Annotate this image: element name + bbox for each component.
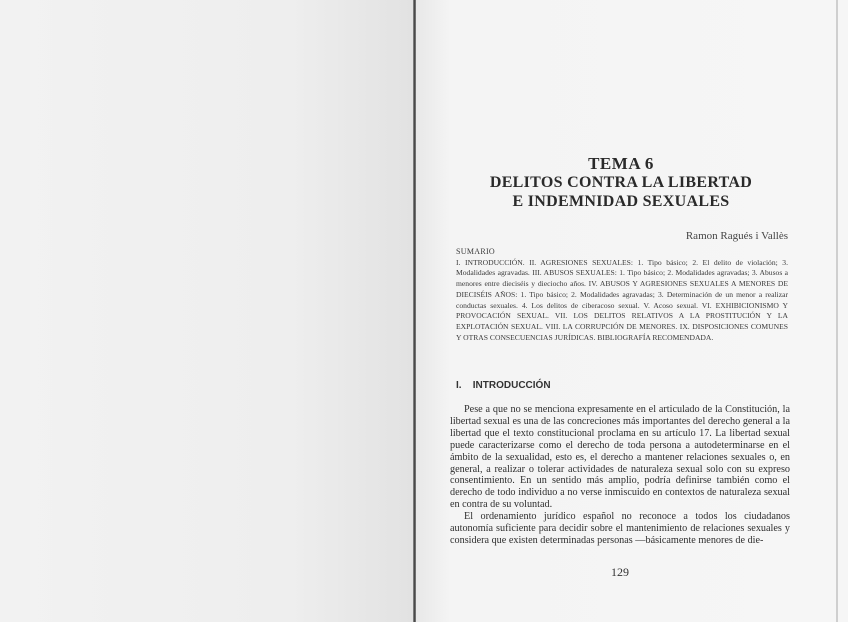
summary-label: SUMARIO: [456, 247, 495, 256]
chapter-heading: [456, 154, 786, 211]
summary-text: I. INTRODUCCIÓN. II. AGRESIONES SEXUALES: 1. Tipo básico; 2. El delito de violación; 3. Modalidades agravadas. III. ABUSOS SEXUALES: 1. Tipo básico; 2. Modalidades agravadas; 3. Abusos a menores entre dieciséis y dieciocho años. IV. ABUSOS Y AGRESIONES SEXUALES A MENORES DE DIECISÉIS AÑOS: 1. Tipo básico; 2. Modalidades agravadas; 3. Determinación de un menor a realizar conductas sexuales. 4. Los delitos de ciberacoso sexual. V. Acoso sexual. VI. EXHIBICIONISMO Y PROVOCACIÓN SEXUAL. VII. LOS DELITOS RELATIVOS A LA PROSTITUCIÓN Y LA EXPLOTACIÓN SEXUAL. VIII. LA CORRUPCIÓN DE MENORES. IX. DISPOSICIONES COMUNES Y OTRAS CONSECUENCIAS JURÍDICAS. BIBLIOGRAFÍA RECOMENDADA.: [456, 257, 788, 342]
chapter-summary: [456, 247, 788, 343]
chapter-title-line-1: DELITOS CONTRA LA LIBERTAD: [489, 174, 753, 191]
section-title: INTRODUCCIÓN: [472, 380, 551, 391]
body-text: [450, 404, 790, 547]
left-page-blank: [0, 0, 414, 622]
section-heading: [456, 380, 756, 391]
paragraph: El ordenamiento jurídico español no reconoce a todos los ciudadanos autonomía suficiente para decidir sobre el mantenimiento de relaciones sexuales y considera que existen determinadas personas —básicamente menores de die-: [450, 511, 790, 546]
page-edge: [836, 0, 838, 622]
page-number: 129: [611, 565, 629, 579]
paragraph: Pese a que no se menciona expresamente en el articulado de la Constitución, la libertad sexual es una de las concreciones más importantes del derecho general a la libertad que el texto constitucional proclama en su artículo 17. La libertad sexual puede caracterizarse como el derecho de toda persona a autodeterminarse en el ámbito de la sexualidad, esto es, el derecho a mantener relaciones sexuales o, en general, a realizar o tolerar actividades de naturaleza sexual solo con su expreso consentimiento. En un sentido más amplio, podría definirse también como el derecho de todo individuo a no verse inmiscuido en contextos de naturaleza sexual en contra de su voluntad.: [450, 404, 790, 511]
chapter-number: TEMA 6: [588, 154, 654, 173]
section-number: I.: [456, 380, 462, 391]
chapter-title-line-2: E INDEMNIDAD SEXUALES: [512, 193, 730, 210]
author-name: Ramon Ragués i Vallès: [685, 230, 788, 242]
